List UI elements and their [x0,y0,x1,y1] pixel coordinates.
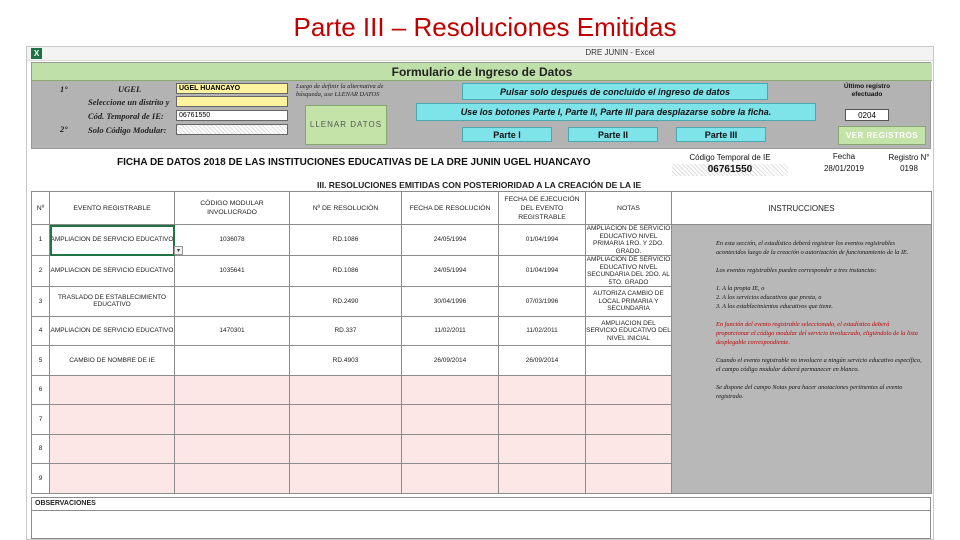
ultimo-registro-label: Último registro efectuado [843,83,891,98]
resolucion-cell[interactable]: RD.1086 [290,225,402,256]
codigo-temporal-value: 06761550 [672,164,788,176]
parte-2-button[interactable]: Parte II [568,127,658,142]
excel-icon: X [31,48,42,59]
codigo-cell[interactable] [175,287,290,317]
codigo-cell[interactable] [175,434,290,464]
header-resolucion: Nº DE RESOLUCIÓN [290,192,402,225]
fecha-ejecucion-cell[interactable]: 26/09/2014 [499,346,586,376]
evento-cell[interactable]: TRASLADO DE ESTABLECIMIENTO EDUCATIVO [50,287,175,317]
fecha-ejecucion-cell[interactable]: 11/02/2011 [499,316,586,346]
observaciones-box[interactable] [31,497,931,539]
row-number: 9 [32,464,50,494]
resolucion-cell[interactable]: RD.337 [290,316,402,346]
instruction-item: 1. A la propia IE, o [716,285,765,292]
fecha-ejecucion-cell[interactable] [499,434,586,464]
codigo-cell[interactable] [175,346,290,376]
parte-1-button[interactable]: Parte I [462,127,552,142]
row-number: 4 [32,316,50,346]
fecha-ejecucion-cell[interactable] [499,375,586,405]
window-title: DRE JUNIN - Excel [585,48,655,57]
navegacion-hint-button[interactable]: Use los botones Parte I, Parte II, Parte III para desplazarse sobre la ficha. [416,103,816,121]
instruction-paragraph: Se dispone del campo Notas para hacer anotaciones pertinentes al evento registrado. [716,384,903,400]
resolucion-cell[interactable] [290,405,402,435]
row-number: 3 [32,287,50,317]
fecha-resolucion-cell[interactable]: 24/05/1994 [402,256,499,287]
fecha-resolucion-cell[interactable]: 26/09/2014 [402,346,499,376]
instruction-item: 2. A los servicios educativos que presta, o [716,294,822,301]
fecha-resolucion-cell[interactable] [402,434,499,464]
row-number: 2 [32,256,50,287]
evento-cell[interactable]: CAMBIO DE NOMBRE DE IE [50,346,175,376]
fecha-resolucion-cell[interactable]: 11/02/2011 [402,316,499,346]
evento-cell[interactable] [50,225,180,256]
resolucion-cell[interactable] [290,434,402,464]
instruction-item: 3. A los establecimientos educativos que tiene. [716,303,833,310]
header-fecha-resolucion: FECHA DE RESOLUCIÓN [402,192,499,225]
header-evento: EVENTO REGISTRABLE [50,192,175,225]
fecha-label: Fecha [832,152,856,161]
resolucion-cell[interactable]: RD.1086 [290,256,402,287]
excel-window [26,46,934,540]
instrucciones-panel [672,225,932,494]
evento-cell[interactable] [50,464,175,494]
ugel-label: UGEL [118,84,142,94]
header-fecha-ejecucion: FECHA DE EJECUCIÓN DEL EVENTO REGISTRABLE [499,192,586,225]
evento-value: AMPLIACION DE SERVICIO EDUCATIVO [50,236,174,244]
fecha-resolucion-cell[interactable] [402,405,499,435]
form-panel [31,62,931,149]
codigo-cell[interactable] [175,464,290,494]
codigo-cell[interactable]: 1036078 [175,225,290,256]
step2-number: 2° [60,124,68,134]
divider [32,510,930,511]
cod-temporal-field[interactable]: 06761550 [176,110,288,121]
row-number: 5 [32,346,50,376]
step1-number: 1° [60,84,68,94]
ver-registros-button[interactable]: VER REGISTROS [838,126,926,145]
ficha-title: FICHA DE DATOS 2018 DE LAS INSTITUCIONES EDUCATIVAS DE LA DRE JUNIN UGEL HUANCAYO [117,157,591,168]
notas-cell[interactable]: AMPLIACION DE SERVICIO EDUCATIVO NIVEL SECUNDARIA DEL 2DO. AL 5TO. GRADO [586,256,671,286]
row-number: 8 [32,434,50,464]
evento-cell[interactable]: AMPLIACION DE SERVICIO EDUCATIVO [50,316,175,346]
codigo-cell[interactable] [175,405,290,435]
form-header: Formulario de Ingreso de Datos [32,63,932,81]
section-title: III. RESOLUCIONES EMITIDAS CON POSTERIORIDAD A LA CREACIÓN DE LA IE [317,180,642,190]
fecha-ejecucion-cell[interactable]: 07/03/1996 [499,287,586,317]
resolucion-cell[interactable]: RD.4903 [290,346,402,376]
row-number: 1 [32,225,50,256]
fecha-ejecucion-cell[interactable]: 01/04/1994 [499,256,586,287]
pulsar-button[interactable]: Pulsar solo después de concluido el ingreso de datos [462,83,768,100]
llenar-datos-button[interactable]: LLENAR DATOS [305,105,387,145]
resolucion-cell[interactable]: RD.2490 [290,287,402,317]
table-header-row [32,192,932,225]
notas-cell[interactable] [586,464,672,494]
notas-cell[interactable]: AMPLIACION DE SERVICIO EDUCATIVO NIVEL PRIMARIA 1RO. Y 2DO. GRADO. [586,225,671,255]
ultimo-registro-value: 0204 [845,109,889,121]
resolucion-cell[interactable] [290,464,402,494]
table-row [32,225,932,256]
resolucion-cell[interactable] [290,375,402,405]
notas-cell[interactable] [586,434,672,464]
notas-cell[interactable] [586,375,672,405]
header-codigo: CÓDIGO MODULAR INVOLUCRADO [175,192,290,225]
evento-cell[interactable] [50,434,175,464]
instruction-paragraph: Los eventos registrables pueden corresponder a tres instancias: [716,267,877,274]
distrito-label: Seleccione un distrito y [88,97,170,107]
cod-modular-label: Solo Código Modular: [88,125,167,135]
ugel-field[interactable]: UGEL HUANCAYO [176,83,288,94]
fecha-resolucion-cell[interactable]: 24/05/1994 [402,225,499,256]
header-notas: NOTAS [586,192,672,225]
notas-cell[interactable]: AUTORIZA CAMBIO DE LOCAL PRIMARIA Y SECUNDARIA [586,287,672,317]
notas-cell[interactable]: AMPLIACION DEL SERVICIO EDUCATIVO DEL NIVEL INICIAL [586,316,672,346]
header-n: Nº [32,192,50,225]
resoluciones-table [31,191,932,494]
search-hint: Luego de definir la alternativa de búsqueda, use LLENAR DATOS [296,83,384,98]
slide-title: Parte III – Resoluciones Emitidas [293,12,677,42]
codigo-temporal-label: Código Temporal de IE [689,153,771,162]
codigo-cell[interactable]: 1035641 [175,256,290,287]
evento-cell[interactable] [50,375,175,405]
fecha-ejecucion-cell[interactable]: 01/04/1994 [499,225,586,256]
observaciones-label: OBSERVACIONES [35,500,96,507]
instruction-paragraph: Cuando el evento registrable no involucre a ningún servicio educativo específico, el campo código modular deberá permanecer en blanco. [716,357,922,373]
registro-label: Registro N° [888,153,930,162]
row-number: 6 [32,375,50,405]
distrito-field[interactable] [176,96,288,107]
window-titlebar [27,47,933,61]
header-instrucciones: INSTRUCCIONES [672,192,932,225]
fecha-value: 28/01/2019 [823,164,865,173]
cod-temporal-label: Cód. Temporal de IE: [88,111,164,121]
notas-cell[interactable] [586,346,672,376]
evento-cell[interactable] [50,405,175,435]
cod-modular-field[interactable] [176,124,288,135]
instruction-paragraph: En esta sección, el estadístico deberá registrar los eventos registrables acontecidos luego de la creación o autorización de funcionamiento de la IE. [716,240,909,256]
dropdown-arrow-icon[interactable]: ▾ [174,246,183,255]
registro-value: 0198 [900,164,918,173]
fecha-ejecucion-cell[interactable] [499,405,586,435]
parte-3-button[interactable]: Parte III [676,127,766,142]
fecha-resolucion-cell[interactable] [402,464,499,494]
fecha-resolucion-cell[interactable] [402,375,499,405]
codigo-cell[interactable] [175,375,290,405]
fecha-resolucion-cell[interactable]: 30/04/1996 [402,287,499,317]
evento-cell[interactable]: AMPLIACION DE SERVICIO EDUCATIVO [50,256,175,287]
codigo-cell[interactable]: 1470301 [175,316,290,346]
row-number: 7 [32,405,50,435]
instruction-paragraph: En función del evento registrable seleccionado, el estadístico deberá proporcionar el código modular del servicio involucrado, eligiéndolo de la lista desplegable correspondiente. [716,321,918,346]
notas-cell[interactable] [586,405,672,435]
fecha-ejecucion-cell[interactable] [499,464,586,494]
